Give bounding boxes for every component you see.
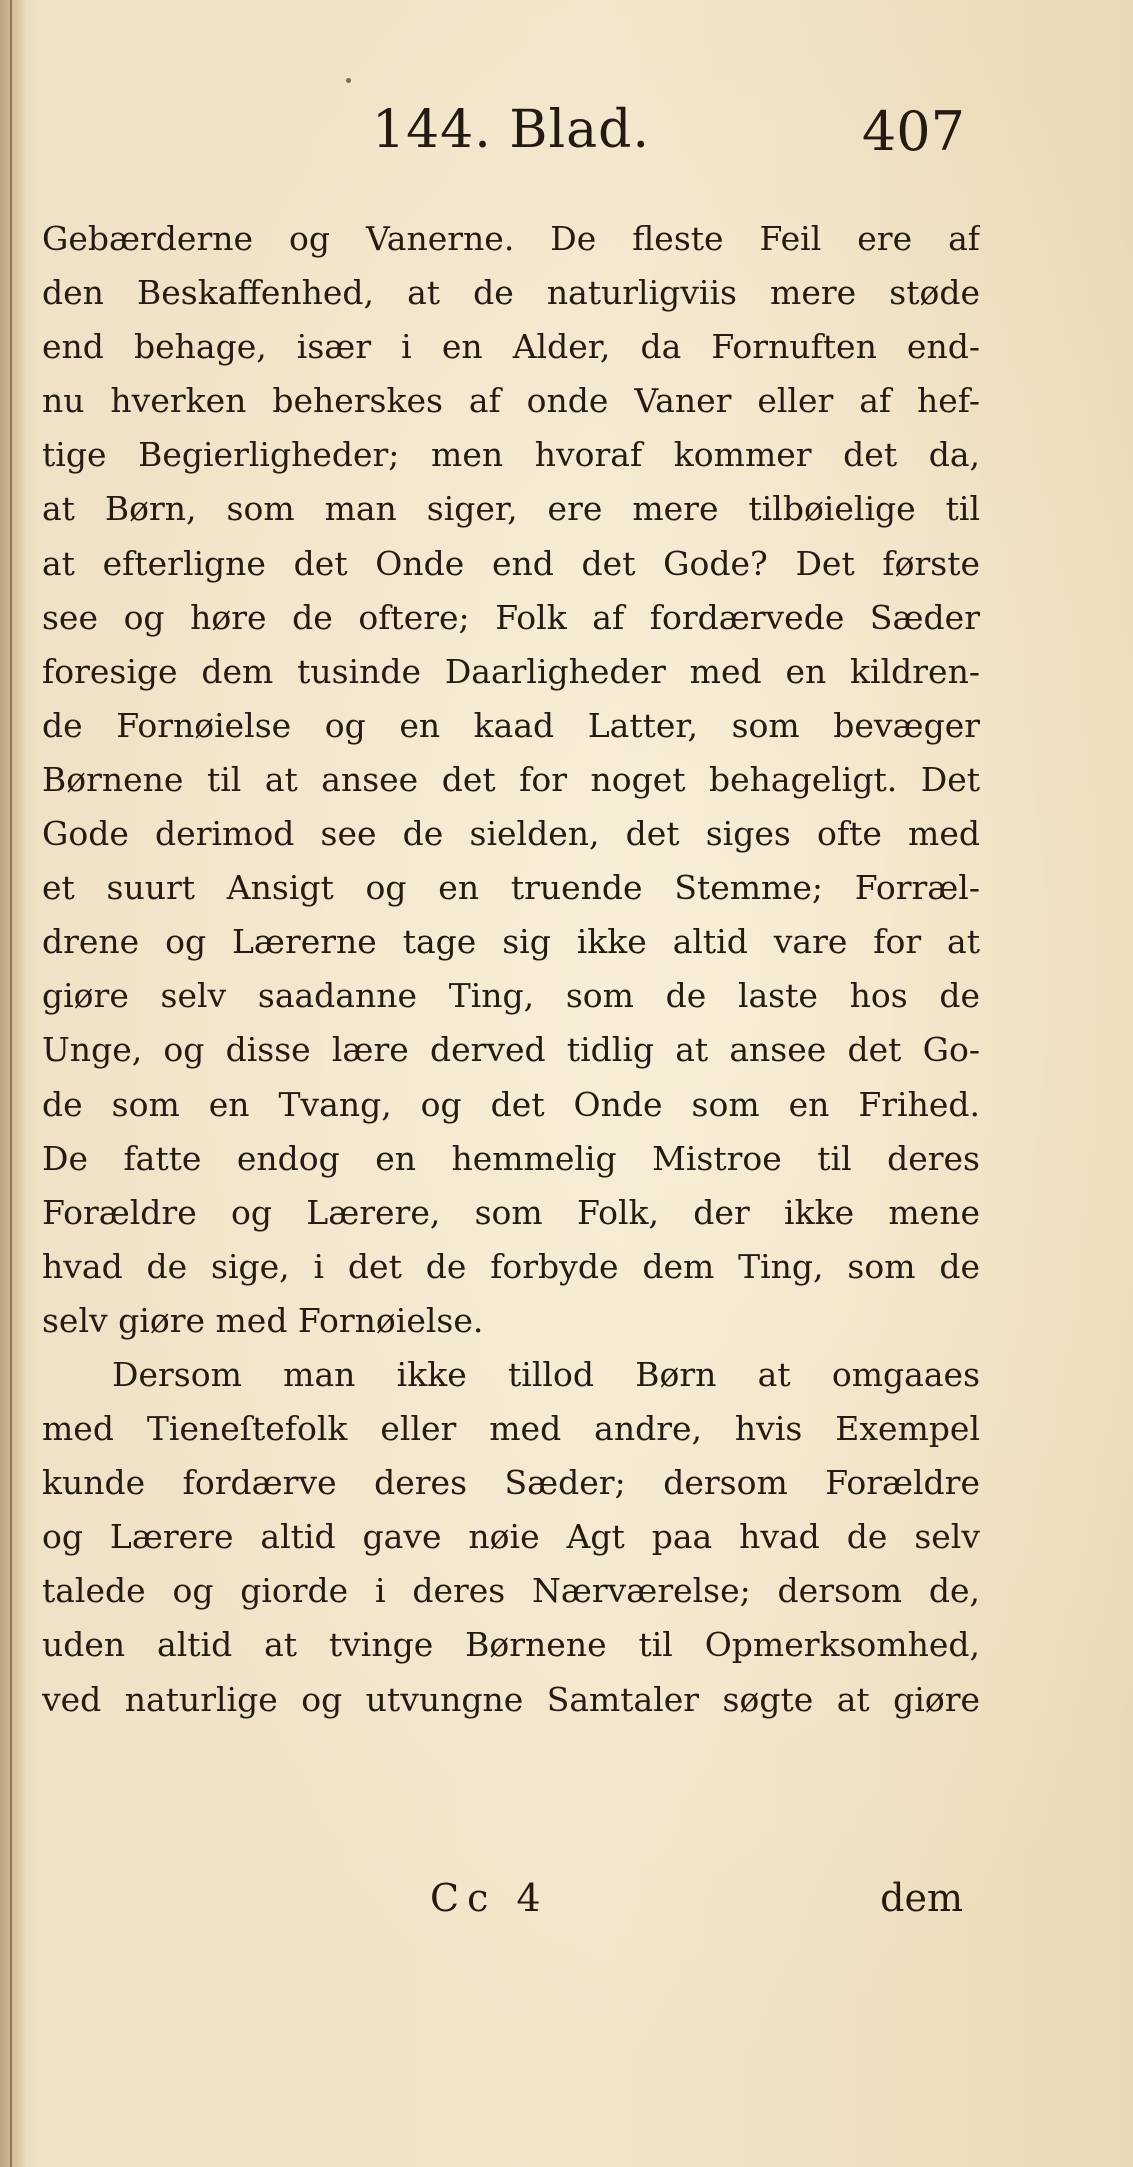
text-line: foresige dem tusinde Daarligheder med en kildren- [42, 651, 980, 691]
text-line: de som en Tvang, og det Onde som en Frihed. [42, 1084, 980, 1124]
text-line: Unge, og disse lære derved tidlig at ansee det Go- [42, 1030, 980, 1070]
text-line: med Tieneſtefolk eller med andre, hvis Exempel [42, 1409, 980, 1449]
text-line: at efterligne det Onde end det Gode? Det første [42, 543, 980, 583]
text-line-paragraph-end: selv giøre med Fornøielse. [42, 1300, 484, 1340]
catchword: dem [880, 1876, 963, 1920]
body-text [42, 212, 980, 1727]
text-line: Forældre og Lærere, som Folk, der ikke mene [42, 1192, 980, 1232]
text-line: tige Begierligheder; men hvoraf kommer det da, [42, 435, 980, 475]
text-line: hvad de sige, i det de forbyde dem Ting, som de [42, 1246, 980, 1286]
text-line: kunde fordærve deres Sæder; dersom Forældre [42, 1463, 980, 1503]
text-line: end behage, især i en Alder, da Fornuften end- [42, 327, 980, 367]
page-footer [0, 1876, 1133, 1936]
running-head: 144. Blad. [372, 100, 650, 160]
text-line: nu hverken beherskes af onde Vaner eller af hef- [42, 381, 980, 421]
book-spine-shadow [0, 0, 26, 2167]
gutter-line [10, 0, 12, 2167]
text-line: uden altid at tvinge Børnene til Opmerksomhed, [42, 1625, 980, 1665]
text-line: talede og giorde i deres Nærværelse; dersom de, [42, 1571, 980, 1611]
page-number: 407 [861, 100, 965, 163]
text-line: at Børn, som man siger, ere mere tilbøielige til [42, 489, 980, 529]
text-line: et suurt Ansigt og en truende Stemme; Forræl- [42, 868, 980, 908]
text-line: De fatte endog en hemmelig Mistroe til deres [42, 1138, 980, 1178]
text-line: giøre selv saadanne Ting, som de laste hos de [42, 976, 980, 1016]
text-line: den Beskaffenhed, at de naturligviis mere støde [42, 273, 980, 313]
text-line: Børnene til at ansee det for noget behageligt. Det [42, 759, 980, 799]
text-line: de Fornøielse og en kaad Latter, som bevæger [42, 705, 980, 745]
text-line: ved naturlige og utvungne Samtaler søgte at giøre [42, 1679, 980, 1719]
text-line: Gebærderne og Vanerne. De fleste Feil ere af [42, 219, 980, 258]
page-header [0, 100, 1133, 180]
text-line: drene og Lærerne tage sig ikke altid vare for at [42, 922, 980, 962]
text-line: Gode derimod see de sielden, det siges ofte med [42, 814, 980, 854]
signature-mark: Cc 4 [430, 1876, 549, 1920]
text-line-paragraph-start: Dersom man ikke tillod Børn at omgaaes [112, 1354, 980, 1394]
ink-speck [346, 78, 351, 83]
text-line: og Lærere altid gave nøie Agt paa hvad de selv [42, 1517, 980, 1557]
text-line: see og høre de oftere; Folk af fordærvede Sæder [42, 597, 980, 637]
